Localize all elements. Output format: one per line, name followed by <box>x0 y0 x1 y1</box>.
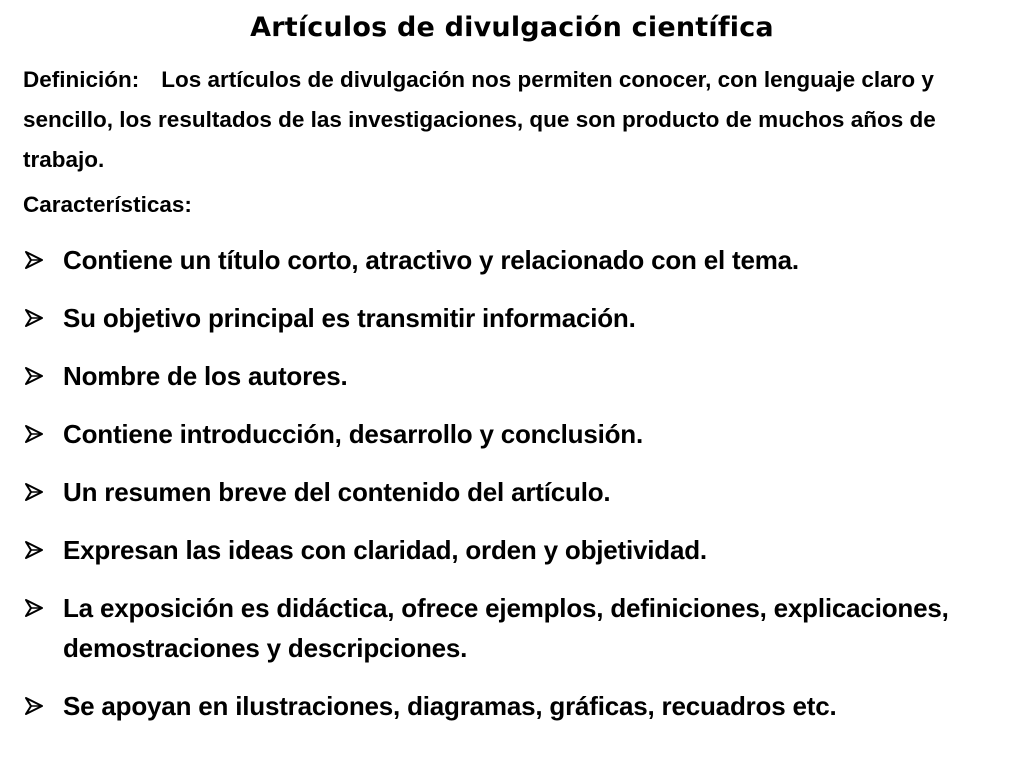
arrow-bullet-icon <box>23 472 63 512</box>
list-item-text: La exposición es didáctica, ofrece ejemplos, definiciones, explicaciones, demostraciones y descripciones. <box>63 593 949 663</box>
characteristics-heading: Características: <box>23 192 192 217</box>
arrow-bullet-icon <box>23 298 63 338</box>
list-item-text: Contiene un título corto, atractivo y relacionado con el tema. <box>63 245 799 275</box>
list-item <box>23 356 1018 396</box>
arrow-bullet-icon <box>23 588 63 628</box>
list-item <box>23 472 1018 512</box>
list-item <box>23 686 1018 726</box>
definition-label: Definición: <box>23 67 140 92</box>
list-item <box>23 298 1018 338</box>
list-item-text: Nombre de los autores. <box>63 361 348 391</box>
list-item-text: Se apoyan en ilustraciones, diagramas, gráficas, recuadros etc. <box>63 691 837 721</box>
list-item-text: Un resumen breve del contenido del artículo. <box>63 477 611 507</box>
list-item-text: Contiene introducción, desarrollo y conclusión. <box>63 419 644 449</box>
arrow-bullet-icon <box>23 530 63 570</box>
arrow-bullet-icon <box>23 414 63 454</box>
arrow-bullet-icon <box>23 356 63 396</box>
list-item <box>23 414 1018 454</box>
page-title: Artículos de divulgación científica <box>250 12 774 43</box>
definition-paragraph <box>23 60 1008 180</box>
list-item <box>23 530 1018 570</box>
characteristics-list <box>23 240 1018 744</box>
list-item-text: Su objetivo principal es transmitir información. <box>63 303 636 333</box>
definition-text: Los artículos de divulgación nos permiten conocer, con lenguaje claro y sencillo, los resultados de las investigaciones, que son producto de muchos años de trabajo. <box>23 67 936 172</box>
list-item <box>23 588 1018 668</box>
list-item <box>23 240 1018 280</box>
list-item-text: Expresan las ideas con claridad, orden y objetividad. <box>63 535 707 565</box>
arrow-bullet-icon <box>23 686 63 726</box>
arrow-bullet-icon <box>23 240 63 280</box>
